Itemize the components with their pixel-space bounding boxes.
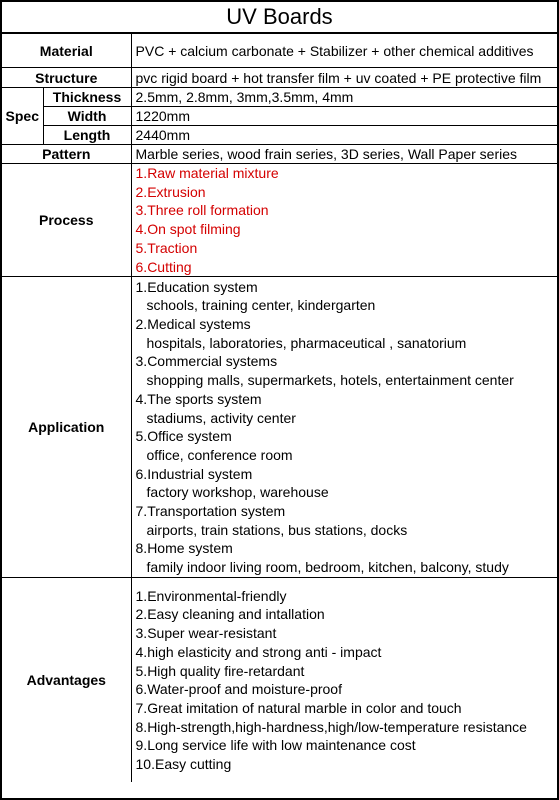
table-row xyxy=(2,34,557,68)
process-label: Process xyxy=(2,164,131,277)
list-item: 5.Office system xyxy=(135,428,232,445)
pattern-value: Marble series, wood frain series, 3D series, Wall Paper series xyxy=(131,145,557,164)
list-item: 1.Raw material mixture xyxy=(135,165,279,181)
list-item: 6.Water-proof and moisture-proof xyxy=(135,681,342,698)
table-row xyxy=(2,126,557,145)
list-item: 2.Extrusion xyxy=(135,183,206,200)
list-item: 10.Easy cutting xyxy=(135,756,232,773)
list-item: 5.High quality fire-retardant xyxy=(135,662,305,679)
table-row xyxy=(2,88,557,107)
thickness-label: Thickness xyxy=(43,88,131,107)
list-item: 4.On spot filming xyxy=(135,221,241,238)
list-subitem: schools, training center, kindergarten xyxy=(146,297,376,314)
application-label: Application xyxy=(2,277,131,578)
table-row xyxy=(2,578,557,783)
list-item: 4.The sports system xyxy=(135,390,262,407)
pattern-label: Pattern xyxy=(2,145,131,164)
table-row xyxy=(2,277,557,578)
advantages-list xyxy=(131,578,557,783)
list-subitem: office, conference room xyxy=(146,446,293,463)
width-value: 1220mm xyxy=(131,107,557,126)
list-item: 6.Industrial system xyxy=(135,465,253,482)
list-item: 3.Super wear-resistant xyxy=(135,625,277,642)
table-row xyxy=(2,107,557,126)
list-item: 5.Traction xyxy=(135,239,198,256)
list-item: 7.Great imitation of natural marble in color and touch xyxy=(135,699,462,716)
list-item: 2.Easy cleaning and intallation xyxy=(135,606,325,623)
list-subitem: factory workshop, warehouse xyxy=(146,484,329,501)
list-subitem: shopping malls, supermarkets, hotels, entertainment center xyxy=(146,372,514,389)
list-item: 1.Education system xyxy=(135,278,258,295)
list-item: 3.Three roll formation xyxy=(135,202,269,219)
list-item: 3.Commercial systems xyxy=(135,353,278,370)
list-item: 6.Cutting xyxy=(135,258,192,275)
structure-value: pvc rigid board + hot transfer film + uv coated + PE protective film xyxy=(131,68,557,88)
page-title: UV Boards xyxy=(2,2,557,34)
table-row xyxy=(2,68,557,88)
list-subitem: stadiums, activity center xyxy=(146,409,296,426)
width-label: Width xyxy=(43,107,131,126)
advantages-label: Advantages xyxy=(2,578,131,783)
list-item: 8.Home system xyxy=(135,540,233,557)
list-item: 7.Transportation system xyxy=(135,503,286,520)
list-item: 8.High-strength,high-hardness,high/low-temperature resistance xyxy=(135,718,527,735)
thickness-value: 2.5mm, 2.8mm, 3mm,3.5mm, 4mm xyxy=(131,88,557,107)
list-item: 2.Medical systems xyxy=(135,316,251,332)
table-row xyxy=(2,145,557,164)
length-value: 2440mm xyxy=(131,126,557,145)
material-value: PVC + calcium carbonate + Stabilizer + other chemical additives xyxy=(131,34,557,68)
list-subitem: family indoor living room, bedroom, kitchen, balcony, study xyxy=(146,559,509,576)
table-row xyxy=(2,164,557,277)
spec-label: Spec xyxy=(2,88,43,145)
structure-label: Structure xyxy=(2,68,131,88)
list-item: 9.Long service life with low maintenance cost xyxy=(135,737,416,754)
process-list xyxy=(131,164,557,277)
list-item: 4.high elasticity and strong anti - impact xyxy=(135,643,382,660)
spec-table xyxy=(2,34,557,782)
list-item: 1.Environmental-friendly xyxy=(135,587,287,604)
list-subitem: hospitals, laboratories, pharmaceutical , sanatorium xyxy=(146,334,467,351)
application-list xyxy=(131,277,557,578)
list-subitem: airports, train stations, bus stations, docks xyxy=(146,521,408,538)
material-label: Material xyxy=(2,34,131,68)
length-label: Length xyxy=(43,126,131,145)
